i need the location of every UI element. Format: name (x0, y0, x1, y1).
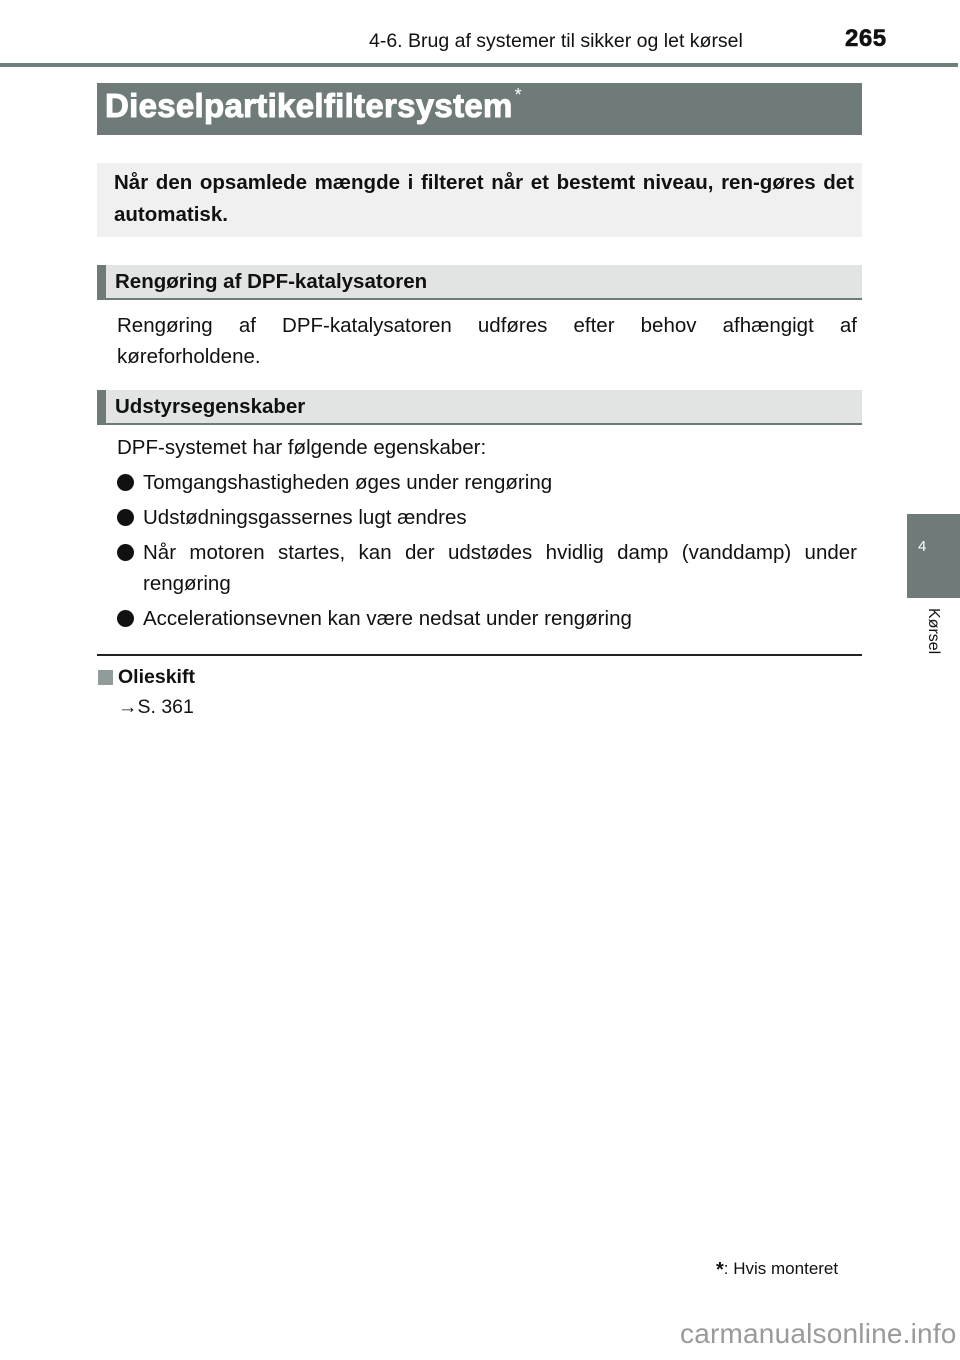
bullet-icon (117, 544, 134, 561)
chapter-tab (907, 514, 960, 598)
list-item-text: Udstødningsgassernes lugt ændres (143, 506, 467, 529)
features-list (117, 467, 857, 638)
section-heading-label: Udstyrsegenskaber (115, 395, 306, 418)
intro-text: Når den opsamlede mængde i filteret når et bestemt niveau, ren-gøres det automatisk. (114, 171, 854, 226)
list-item-text: Når motoren startes, kan der udstødes hvidlig damp (vanddamp) under rengøring (143, 541, 857, 595)
heading-accent-bar (97, 265, 106, 298)
list-item (117, 502, 857, 533)
chapter-tab-number: 4 (918, 538, 927, 555)
header-divider (0, 63, 958, 67)
footnote (716, 1257, 838, 1280)
page-number: 265 (845, 25, 887, 52)
note-title: Olieskift (118, 666, 195, 688)
footnote-text: : Hvis monteret (723, 1259, 839, 1278)
asterisk-icon: * (514, 85, 522, 105)
list-item-text: Accelerationsevnen kan være nedsat under rengøring (143, 607, 632, 630)
page-title (105, 87, 522, 125)
list-item-text: Tomgangshastigheden øges under rengøring (143, 471, 553, 494)
page-reference-link[interactable]: →S. 361 (118, 696, 194, 718)
list-item (117, 603, 857, 634)
page-title-text: Dieselpartikelfiltersystem (105, 87, 513, 124)
bullet-icon (117, 610, 134, 627)
section-heading-dpf-cleaning (97, 265, 862, 300)
chapter-header: 4-6. Brug af systemer til sikker og let kørsel (369, 30, 743, 52)
bullet-icon (117, 509, 134, 526)
chapter-tab-label: Kørsel (925, 608, 942, 655)
section-divider (97, 654, 862, 656)
section-heading-equipment-features (97, 390, 862, 425)
list-item (117, 467, 857, 498)
list-item (117, 537, 857, 599)
asterisk-icon: * (716, 1259, 724, 1281)
section-heading-label: Rengøring af DPF-katalysatoren (115, 270, 428, 293)
watermark: carmanualsonline.info (680, 1318, 957, 1349)
heading-accent-bar (97, 390, 106, 423)
square-bullet-icon (98, 670, 113, 685)
bullet-icon (117, 474, 134, 491)
section-body-text: Rengøring af DPF-katalysatoren udføres efter behov afhængigt af køreforholdene. (117, 314, 857, 368)
features-intro-text: DPF-systemet har følgende egenskaber: (117, 436, 487, 459)
